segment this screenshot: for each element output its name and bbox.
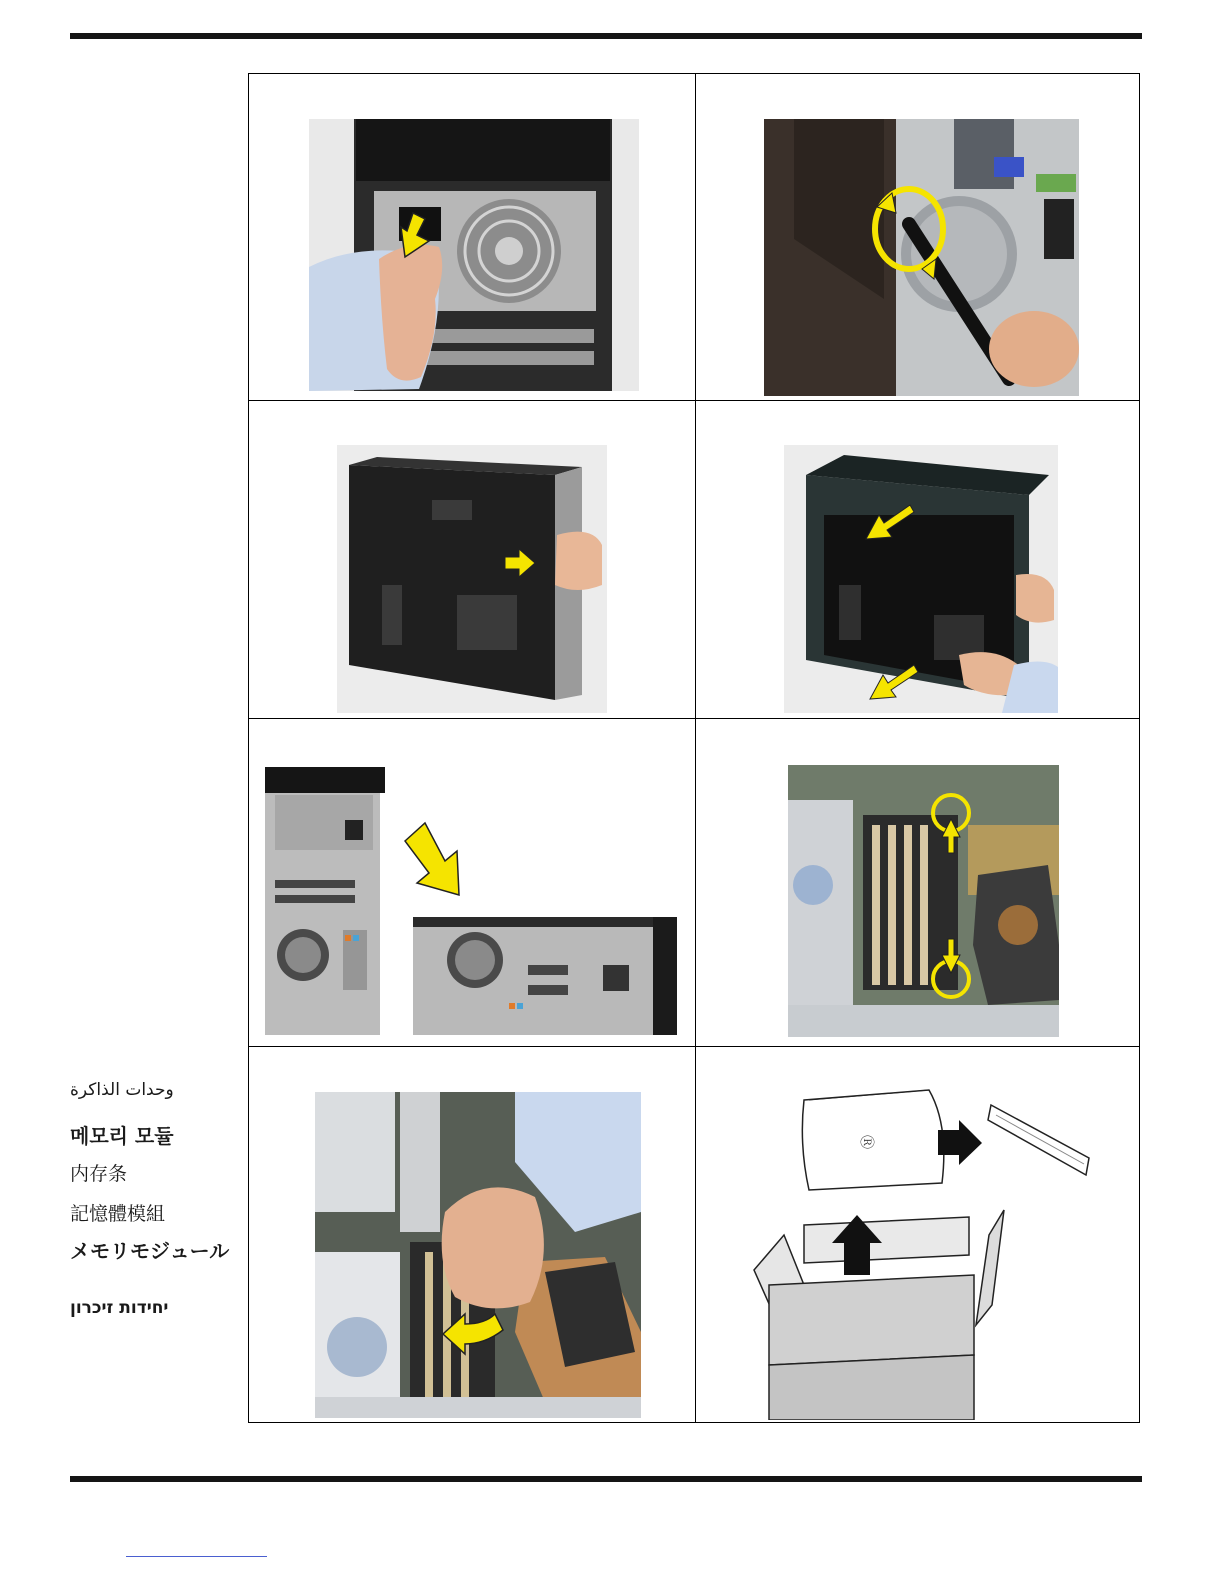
label-korean: 메모리 모듈 [70, 1124, 174, 1148]
slide-side-panel-illustration [337, 445, 607, 713]
label-chinese-simplified: 内存条 [70, 1163, 128, 1185]
header-rule [70, 33, 1142, 39]
loosen-thumbscrew-illustration [764, 119, 1079, 396]
step-1-cell [249, 74, 695, 400]
label-arabic: وحدات الذاكرة [70, 1080, 174, 1100]
step-6-cell [696, 719, 1141, 1046]
open-memory-latches-illustration [788, 765, 1059, 1037]
label-hebrew: יחידות זיכרון [70, 1298, 169, 1318]
label-chinese-traditional: 記憶體模組 [70, 1203, 166, 1225]
step-4-cell [696, 401, 1141, 718]
lay-computer-on-side-illustration [263, 765, 681, 1037]
footer-rule [70, 1476, 1142, 1482]
remove-side-panel-illustration [784, 445, 1058, 713]
instruction-grid [248, 73, 1140, 1423]
insert-memory-module-illustration [315, 1092, 641, 1418]
unplug-power-cord-illustration [309, 119, 639, 391]
step-7-cell [249, 1047, 695, 1424]
package-recycle-marks: Ⓡ [858, 1135, 874, 1149]
step-8-cell [696, 1047, 1141, 1424]
step-5-cell [249, 719, 695, 1046]
unpack-memory-module-illustration [744, 1075, 1094, 1420]
label-japanese: メモリモジュール [70, 1239, 230, 1263]
step-3-cell [249, 401, 695, 718]
step-2-cell [696, 74, 1141, 400]
footer-link-underline [126, 1556, 267, 1557]
